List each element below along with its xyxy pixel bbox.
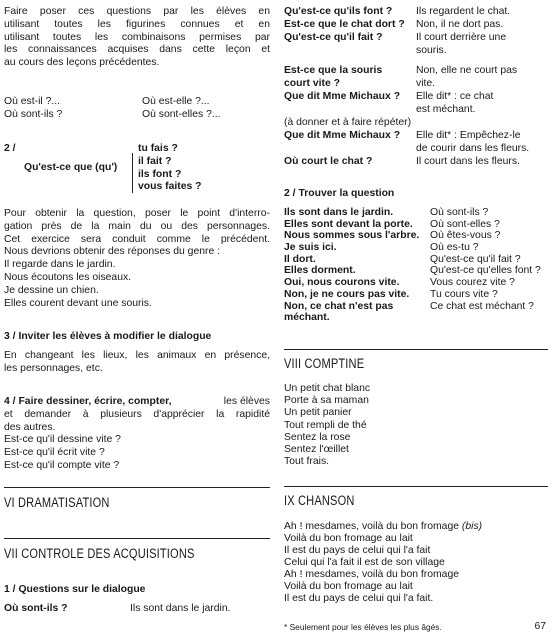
expected-question: Ce chat est méchant ? — [430, 300, 534, 312]
where-question: Où est-il ?... — [4, 96, 61, 107]
poem-line: Sentez la rose — [284, 431, 351, 443]
song-line: Ah ! mesdames, voilà du bon fromage — [284, 521, 460, 532]
expected-question: Où sont-ils ? — [430, 207, 489, 218]
paragraph-line: En changeant les lieux, les animaux en présence, — [4, 349, 270, 361]
footnote: * Seulement pour les élèves les plus âgés. — [284, 622, 442, 632]
section-rule — [4, 538, 270, 539]
instructions-paragraph — [4, 208, 270, 310]
where-question: Où sont-ils ? — [4, 109, 63, 120]
question: Que dit Mme Michaux ? — [284, 130, 401, 141]
question: Est-ce que la souris — [284, 65, 383, 76]
intro-line: Faire poser ces questions par les élèves en — [4, 6, 270, 17]
repeat-marker: (bis) — [461, 521, 483, 532]
expected-question: Qu'est-ce qu'elles font ? — [430, 265, 541, 277]
paragraph-line: Pour obtenir la question, poser le point d'interro- — [4, 208, 270, 219]
paragraph-line: gation près de la main du ou des personnages. — [4, 220, 270, 232]
paragraph-line: Nous écoutons les oiseaux. — [4, 271, 132, 283]
statement: Nous sommes sous l'arbre. — [284, 230, 420, 242]
heading-controle: VII CONTROLE DES ACQUISITIONS — [4, 546, 195, 561]
answer: est méchant. — [416, 104, 476, 115]
question: Où sont-ils ? — [4, 603, 68, 614]
answer: Il court derrière une — [416, 32, 507, 43]
answer: Ils sont dans le jardin. — [130, 603, 231, 614]
section-2-question-table — [4, 143, 270, 195]
section-title-rest: les élèves — [223, 396, 270, 407]
qa-row — [4, 603, 270, 617]
intro-line: les connaissances acquises dans cette leçon et — [4, 44, 270, 56]
statement: Il dort. — [284, 253, 316, 265]
expected-question: Qu'est-ce qu'il fait ? — [430, 253, 521, 265]
question: Est-ce que le chat dort ? — [284, 19, 405, 30]
comptine-poem — [284, 383, 548, 468]
poem-line: Sentez l'œillet — [284, 443, 349, 455]
section-3 — [4, 331, 270, 375]
paragraph-line: les personnages, etc. — [4, 362, 103, 374]
poem-line: Tout rempli de thé — [284, 419, 367, 431]
question-option: ils font ? — [138, 168, 182, 180]
statement: Ils sont dans le jardin. — [284, 207, 394, 218]
subsection-title: 2 / Trouver la question — [284, 188, 395, 199]
song-line: Voilà du bon fromage au lait — [284, 581, 413, 592]
page-number: 67 — [534, 621, 546, 632]
question-option: tu fais ? — [138, 143, 178, 154]
paragraph-line: Cet exercice sera conduit comme le précédent. — [4, 233, 270, 245]
song-line: Il est du pays de celui qui l'a fait — [284, 545, 431, 556]
statement: méchant. — [284, 312, 330, 324]
song-line: Voilà du bon fromage au lait — [284, 533, 413, 544]
question-option: vous faites ? — [138, 181, 202, 193]
paragraph-line: des autres. — [4, 421, 56, 433]
paragraph-line: Je dessine un chien. — [4, 284, 99, 296]
bracket-line — [132, 153, 133, 193]
answer: Il court dans les fleurs. — [416, 156, 520, 167]
statement: Non, ce chat n'est pas — [284, 300, 394, 312]
statement: Je suis ici. — [284, 242, 337, 254]
poem-line: Un petit panier — [284, 407, 352, 419]
poem-line: Tout frais. — [284, 456, 330, 468]
expected-question: Tu cours vite ? — [430, 288, 498, 300]
heading-comptine: VIII COMPTINE — [284, 356, 365, 371]
aside-note: (à donner et à faire répéter) — [284, 117, 412, 128]
intro-line: au cours des leçons précédentes. — [4, 57, 160, 69]
dialogue-block — [284, 6, 548, 169]
where-questions — [4, 96, 270, 122]
question: Qu'est-ce qu'ils font ? — [284, 6, 393, 17]
answer: souris. — [416, 45, 447, 56]
heading-dramatisation: VI DRAMATISATION — [4, 495, 110, 510]
section-rule — [284, 349, 548, 350]
expected-question: Où es-tu ? — [430, 242, 479, 254]
song-line: Celui qui l'a fait il est de son village — [284, 557, 445, 568]
section-title: 4 / Faire dessiner, écrire, compter, — [4, 396, 172, 407]
expected-question: Où êtes-vous ? — [430, 230, 501, 242]
intro-line: utilisant toutes les combinaisons permises par — [4, 31, 270, 43]
question: Que dit Mme Michaux ? — [284, 91, 401, 102]
heading-chanson: IX CHANSON — [284, 493, 355, 508]
example-question: Est-ce qu'il dessine vite ? — [4, 434, 121, 446]
song-line: Il est du pays de celui qui l'a fait. — [284, 593, 434, 604]
section-rule — [4, 487, 270, 488]
question: Qu'est-ce qu'il fait ? — [284, 32, 383, 43]
section-4 — [4, 396, 270, 473]
question: court vite ? — [284, 78, 341, 89]
where-question: Où sont-elles ?... — [142, 109, 221, 120]
find-question-table — [284, 207, 548, 324]
example-question: Est-ce qu'il compte vite ? — [4, 459, 120, 471]
paragraph-line: Il regarde dans le jardin. — [4, 259, 116, 271]
answer: Elle dit* : ce chat — [416, 91, 494, 102]
section-rule — [284, 486, 548, 487]
poem-line: Un petit chat blanc — [284, 383, 371, 394]
where-question: Où est-elle ?... — [142, 96, 210, 107]
section-title: 3 / Inviter les élèves à modifier le dialogue — [4, 331, 212, 342]
paragraph-line: Nous devrions obtenir des réponses du genre : — [4, 246, 221, 258]
answer: de courir dans les fleurs. — [416, 143, 530, 154]
song-line: Ah ! mesdames, voilà du bon fromage — [284, 569, 460, 580]
statement: Oui, nous courons vite. — [284, 277, 400, 289]
example-question: Est-ce qu'il écrit vite ? — [4, 447, 105, 459]
answer: Ils regardent le chat. — [416, 6, 511, 17]
answer: vite. — [416, 78, 436, 89]
paragraph-line: et demander à plusieurs d'apprécier la rapidité — [4, 408, 270, 420]
section-number: 2 / — [4, 143, 16, 154]
answer: Elle dit* : Empêchez-le — [416, 130, 521, 141]
expected-question: Où sont-elles ? — [430, 218, 500, 230]
subsection-title: 1 / Questions sur le dialogue — [4, 584, 146, 595]
statement: Elles dorment. — [284, 265, 356, 277]
expected-question: Vous courez vite ? — [430, 277, 515, 289]
poem-line: Porte à sa maman — [284, 395, 369, 407]
question-option: il fait ? — [138, 155, 172, 167]
paragraph-line: Elles courent devant une souris. — [4, 297, 152, 309]
intro-paragraph — [4, 6, 270, 70]
answer: Non, il ne dort pas. — [416, 19, 504, 30]
statement: Elles sont devant la porte. — [284, 218, 413, 230]
question: Où court le chat ? — [284, 156, 373, 167]
chanson-lyrics — [284, 521, 548, 605]
answer: Non, elle ne court pas — [416, 65, 518, 76]
question-prefix: Qu'est-ce que (qu') — [24, 162, 118, 173]
statement: Non, je ne cours pas vite. — [284, 288, 410, 300]
intro-line: utilisant toutes les figurines connues et en — [4, 18, 270, 30]
